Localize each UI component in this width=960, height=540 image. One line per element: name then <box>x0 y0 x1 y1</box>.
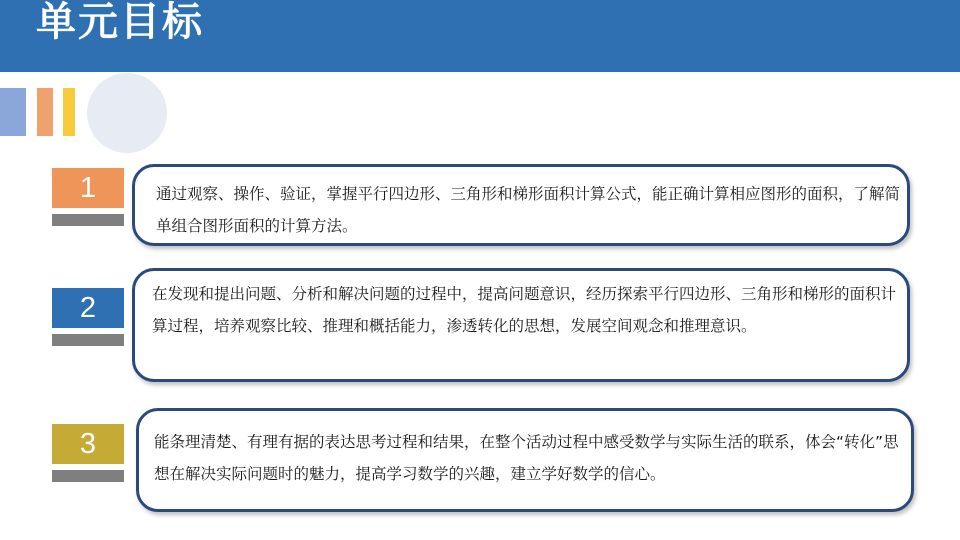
page-title: 单元目标 <box>36 0 204 45</box>
decor-circle <box>87 73 167 153</box>
decor-bar-blue <box>0 88 26 136</box>
decor-bar-yellow <box>63 88 75 136</box>
goal-3-text: 能条理清楚、有理有据的表达思考过程和结果，在整个活动过程中感受数学与实际生活的联系，体会“转化”思想在解决实际问题时的魅力，提高学习数学的兴趣，建立学好数学的信心。 <box>154 433 899 483</box>
goal-2-text: 在发现和提出问题、分析和解决问题的过程中，提高问题意识，经历探索平行四边形、三角形和梯形的面积计算过程，培养观察比较、推理和概括能力，渗透转化的思想，发展空间观念和推理意识。 <box>152 285 897 335</box>
goal-2-number-underbar <box>52 334 124 346</box>
goal-3-number-underbar <box>52 470 124 482</box>
goal-2-number-badge: 2 <box>52 288 124 328</box>
decor-bar-orange <box>37 88 53 136</box>
goal-1-number-badge: 1 <box>52 168 124 208</box>
goal-1-number-underbar <box>52 214 124 226</box>
goal-3-number-badge: 3 <box>52 424 124 464</box>
goal-1-text: 通过观察、操作、验证，掌握平行四边形、三角形和梯形面积计算公式，能正确计算相应图形的面积，了解简单组合图形面积的计算方法。 <box>156 185 901 235</box>
